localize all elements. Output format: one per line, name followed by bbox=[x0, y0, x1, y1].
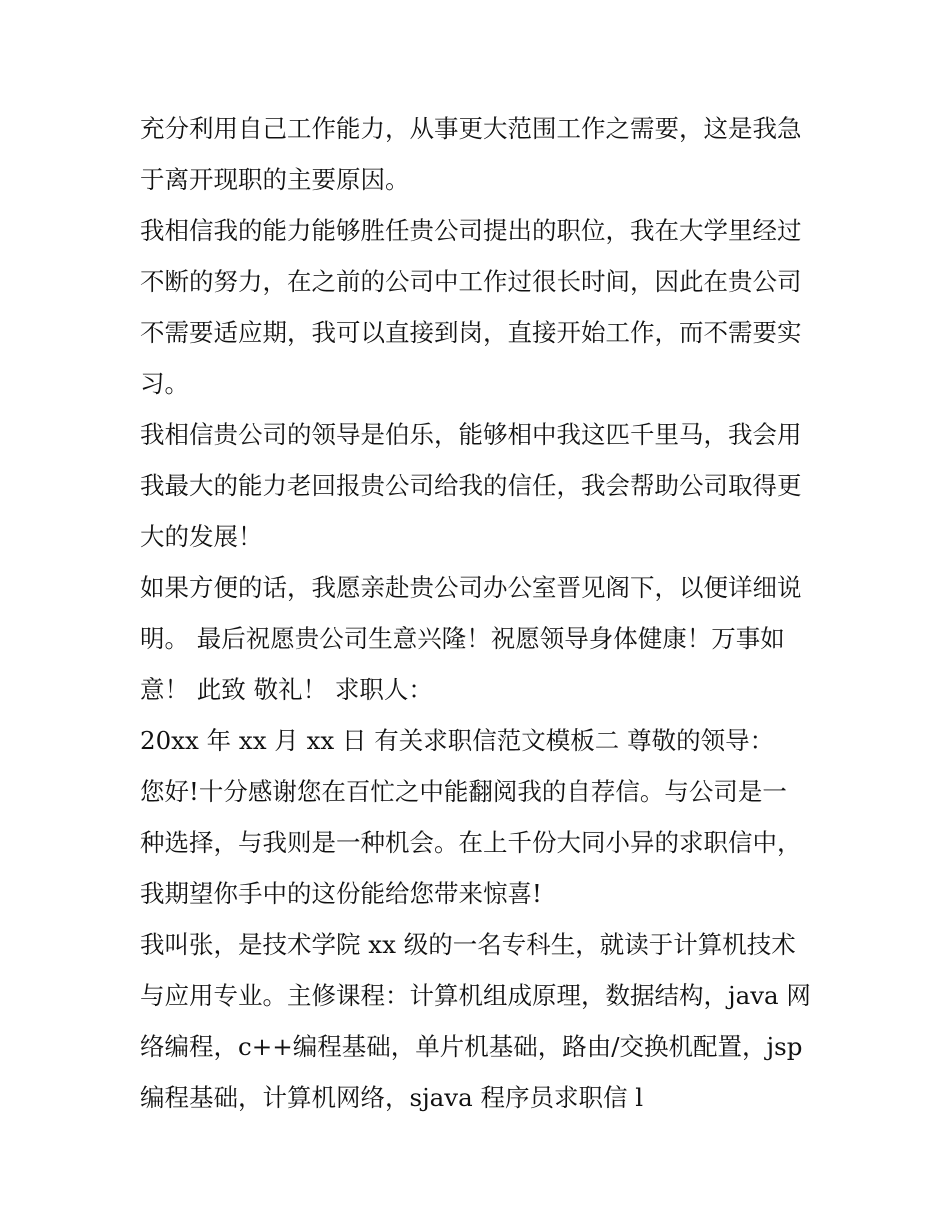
text-line: 我最大的能力老回报贵公司给我的信任，我会帮助公司取得更 bbox=[140, 471, 802, 500]
text-line: 充分利用自己工作能力，从事更大范围工作之需要，这是我急 bbox=[140, 114, 802, 143]
text-line: 与应用专业。主修课程：计算机组成原理，数据结构，java 网 bbox=[140, 981, 811, 1010]
document-body bbox=[140, 103, 812, 1123]
text-line: 络编程，c++编程基础，单片机基础，路由/交换机配置，jsp bbox=[140, 1032, 803, 1061]
text-line: 意！ 此致 敬礼！ 求职人： bbox=[140, 675, 433, 704]
text-line: 20xx 年 xx 月 xx 日 有关求职信范文模板二 尊敬的领导： bbox=[140, 726, 775, 755]
text-line: 不需要适应期，我可以直接到岗，直接开始工作，而不需要实 bbox=[140, 318, 802, 347]
text-line: 如果方便的话，我愿亲赴贵公司办公室晋见阁下，以便详细说 bbox=[140, 573, 802, 602]
text-line: 我相信贵公司的领导是伯乐，能够相中我这匹千里马，我会用 bbox=[140, 420, 802, 449]
text-line: 种选择，与我则是一种机会。在上千份大同小异的求职信中， bbox=[140, 828, 802, 857]
text-line: 您好!十分感谢您在百忙之中能翻阅我的自荐信。与公司是一 bbox=[140, 777, 787, 806]
text-line: 编程基础，计算机网络，sjava 程序员求职信 l bbox=[140, 1083, 644, 1112]
text-line: 习。 bbox=[140, 369, 189, 398]
text-line: 我期望你手中的这份能给您带来惊喜! bbox=[140, 879, 542, 908]
text-line: 大的发展！ bbox=[140, 522, 263, 551]
text-line: 我相信我的能力能够胜任贵公司提出的职位，我在大学里经过 bbox=[140, 216, 802, 245]
text-line: 我叫张，是技术学院 xx 级的一名专科生，就读于计算机技术 bbox=[140, 930, 796, 959]
text-line: 于离开现职的主要原因。 bbox=[140, 165, 410, 194]
text-line: 不断的努力，在之前的公司中工作过很长时间，因此在贵公司 bbox=[140, 267, 802, 296]
text-line: 明。 最后祝愿贵公司生意兴隆！祝愿领导身体健康！万事如 bbox=[140, 624, 785, 653]
